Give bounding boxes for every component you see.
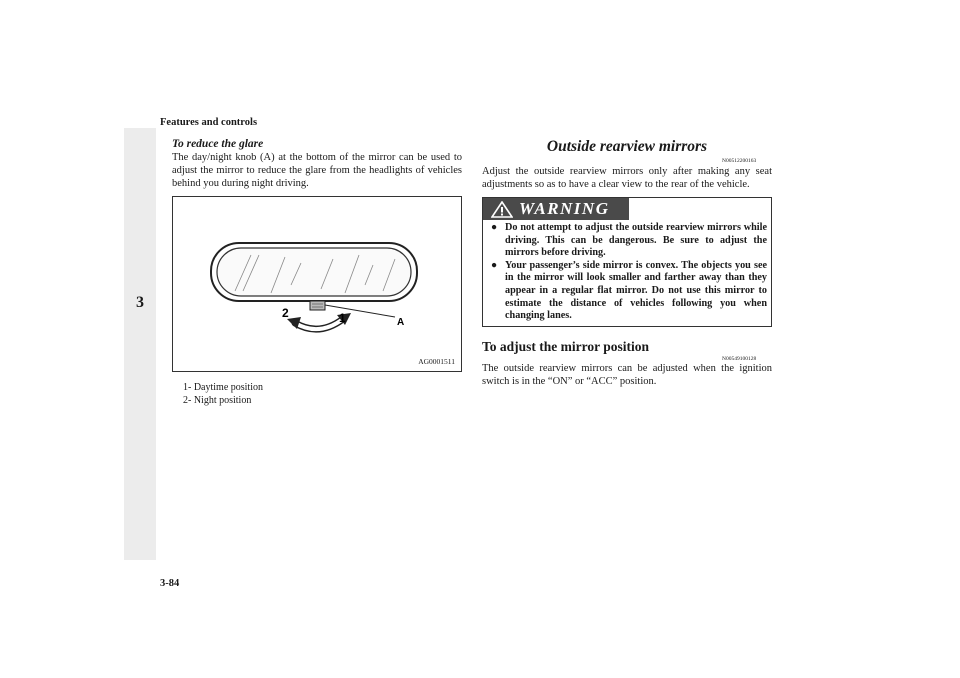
section-code: N00512200163 <box>722 158 757 164</box>
legend-item-1: 1- Daytime position <box>183 382 263 393</box>
chapter-number: 3 <box>136 294 144 311</box>
adjust-heading: To adjust the mirror position <box>482 339 650 354</box>
warning-header <box>483 198 629 220</box>
adjust-paragraph: The outside rearview mirrors can be adjusted when the ignition switch is in the “ON” or “ACC” position. <box>482 363 772 387</box>
callout-1: 1 <box>339 311 346 325</box>
warning-item <box>491 222 767 260</box>
bullet-icon: ● <box>491 259 498 271</box>
callout-2: 2 <box>282 306 289 320</box>
chapter-tab <box>124 128 156 560</box>
section-title: Outside rearview mirrors <box>546 138 708 155</box>
glare-heading: To reduce the glare <box>172 138 264 150</box>
warning-triangle-icon <box>491 201 513 218</box>
rearview-mirror-figure <box>172 196 462 372</box>
callout-a: A <box>397 317 405 328</box>
running-header: Features and controls <box>160 117 258 128</box>
left-column <box>172 138 462 190</box>
warning-text-1: Do not attempt to adjust the outside rearview mirrors while driving. This can be dangerous. Be sure to adjust the mirrors before driving. <box>505 222 767 259</box>
warning-body <box>491 222 767 323</box>
legend-item-2: 2- Night position <box>183 395 252 406</box>
adjust-code: N00549100128 <box>722 356 757 362</box>
warning-text-2: Your passenger’s side mirror is convex. The objects you see in the mirror will look smaller and farther away than they appear in a regular flat mirror. Do not use this mirror to estimate the distance of vehicles following you when changing lanes. <box>505 259 767 322</box>
mirror-illustration <box>173 197 461 371</box>
page-number: 3-84 <box>160 578 180 589</box>
figure-code: AG0001511 <box>418 357 455 366</box>
bullet-icon: ● <box>491 222 498 233</box>
glare-paragraph: The day/night knob (A) at the bottom of the mirror can be used to adjust the mirror to reduce the glare from the headlights of vehicles behind you during night driving. <box>172 152 462 189</box>
warning-box <box>482 197 772 327</box>
figure-legend <box>183 381 263 407</box>
warning-item <box>491 260 767 323</box>
outside-mirror-paragraph: Adjust the outside rearview mirrors only after making any seat adjustments so as to have a clear view to the rear of the vehicle. <box>482 166 772 190</box>
warning-label: WARNING <box>519 199 610 218</box>
